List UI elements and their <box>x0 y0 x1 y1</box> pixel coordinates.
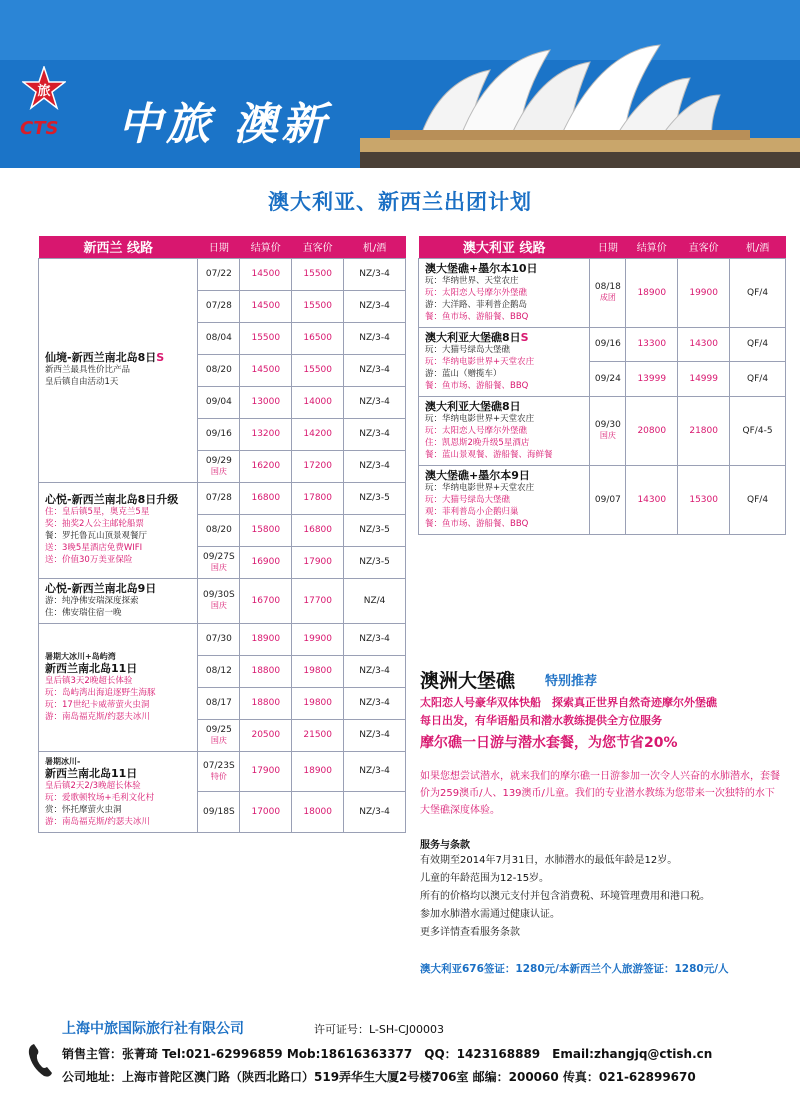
settle-price-cell: 15800 <box>240 514 292 546</box>
date-cell: 08/12 <box>198 655 240 687</box>
route-feature: 餐：鱼市场、游船餐、BBQ <box>425 311 529 322</box>
retail-price-cell: 21500 <box>292 719 344 751</box>
au-route-table <box>418 236 786 535</box>
retail-price-cell: 17800 <box>292 482 344 514</box>
route-name: 新西兰南北岛11日 <box>45 766 138 780</box>
flight-hotel-cell: QF/4 <box>730 258 786 327</box>
date-cell: 07/22 <box>198 258 240 290</box>
opera-house-image <box>360 40 800 168</box>
date-cell: 09/18S <box>198 792 240 833</box>
route-feature: 餐：鱼市场、游船餐、BBQ <box>425 518 529 529</box>
route-feature: 住：凯恩斯2晚升级5星酒店 <box>425 437 530 448</box>
retail-price-cell: 17700 <box>292 578 344 623</box>
route-feature: 住：佛安瑞住宿一晚 <box>45 607 122 618</box>
route-cell <box>39 751 198 832</box>
settle-price-cell: 16700 <box>240 578 292 623</box>
settle-price-cell: 18800 <box>240 655 292 687</box>
route-feature: 玩：大猫号绿岛大堡礁 <box>425 344 511 355</box>
retail-price-cell: 16500 <box>292 322 344 354</box>
date-cell: 07/28 <box>198 290 240 322</box>
retail-price-cell: 19800 <box>292 655 344 687</box>
terms-item: 有效期至2014年7月31日，水肺潜水的最低年龄是12岁。 <box>420 855 678 866</box>
table-row <box>419 258 786 327</box>
settle-price-cell: 16200 <box>240 450 292 482</box>
route-feature: 游：南岛福克斯/约瑟夫冰川 <box>45 816 150 827</box>
flight-hotel-cell: NZ/3-4 <box>344 450 406 482</box>
settle-price-cell: 18900 <box>240 623 292 655</box>
terms-item: 参加水肺潜水需通过健康认证。 <box>420 909 560 920</box>
date-cell: 07/23S 特价 <box>198 751 240 792</box>
table-row <box>39 482 406 514</box>
date-cell: 09/30S 国庆 <box>198 578 240 623</box>
retail-price-cell: 19900 <box>292 623 344 655</box>
route-feature: 玩：华纳电影世界+天堂农庄 <box>425 413 535 424</box>
route-name: 心悦-新西兰南北岛8日升级 <box>45 493 179 506</box>
au-header-settle: 结算价 <box>626 236 678 258</box>
date-note: 成团 <box>599 293 616 302</box>
route-cell <box>419 465 590 534</box>
cts-star-icon <box>22 66 66 110</box>
reef-line-2: 每日出发，有华语船员和潜水教练提供全方位服务 <box>420 714 662 727</box>
retail-price-cell: 15500 <box>292 290 344 322</box>
route-feature: 玩：太阳恋人号摩尔外堡礁 <box>425 287 528 298</box>
retail-price-cell: 15300 <box>678 465 730 534</box>
date-cell: 09/25 国庆 <box>198 719 240 751</box>
route-name: 澳大堡礁+墨尔本9日 <box>425 468 530 482</box>
special-badge: S <box>156 351 165 364</box>
retail-price-cell: 14300 <box>678 327 730 362</box>
flight-hotel-cell: NZ/3-5 <box>344 546 406 578</box>
flight-hotel-cell: QF/4 <box>730 362 786 397</box>
table-row <box>39 578 406 623</box>
special-badge: S <box>520 330 529 344</box>
route-feature: 皇后镇3天2晚超长体验 <box>45 676 133 686</box>
date-note: 特价 <box>210 771 227 781</box>
route-feature: 游：纯净佛安瑞深度探索 <box>45 595 139 606</box>
header-banner <box>0 0 800 168</box>
route-feature: 游：南岛福克斯/约瑟夫冰川 <box>45 712 150 722</box>
route-name: 澳大利亚大堡礁8日 <box>425 399 521 413</box>
address-line: 公司地址：上海市普陀区澳门路（陕西北路口）519弄华生大厦2号楼706室 邮编：200060 传真：021-62899670 <box>62 1070 696 1084</box>
date-note: 国庆 <box>210 601 227 610</box>
settle-price-cell: 18800 <box>240 687 292 719</box>
date-cell: 09/29 国庆 <box>198 450 240 482</box>
flight-hotel-cell: NZ/3-4 <box>344 418 406 450</box>
date-cell: 07/28 <box>198 482 240 514</box>
flight-hotel-cell: NZ/3-4 <box>344 655 406 687</box>
date-cell: 08/04 <box>198 322 240 354</box>
au-header-flight: 机/酒 <box>730 236 786 258</box>
settle-price-cell: 13200 <box>240 418 292 450</box>
route-feature: 赏：怀托摩萤火虫洞 <box>45 804 122 815</box>
route-feature: 观：菲利普岛小企鹅归巢 <box>425 506 519 517</box>
reef-line-3: 摩尔礁一日游与潜水套餐，为您节省20% <box>420 735 678 751</box>
flight-hotel-cell: NZ/3-4 <box>344 290 406 322</box>
table-row <box>419 396 786 465</box>
flight-hotel-cell: QF/4 <box>730 465 786 534</box>
settle-price-cell: 13300 <box>626 327 678 362</box>
route-cell <box>39 623 198 751</box>
date-note: 国庆 <box>210 735 227 745</box>
route-feature: 送：价值30万美亚保险 <box>45 555 133 565</box>
date-cell: 08/20 <box>198 514 240 546</box>
nz-header-settle: 结算价 <box>240 236 292 258</box>
route-cell <box>39 578 198 623</box>
route-feature: 游：蓝山（赠揽车） <box>425 368 502 379</box>
route-feature: 餐：鱼市场、游船餐、BBQ <box>425 380 529 391</box>
settle-price-cell: 16900 <box>240 546 292 578</box>
retail-price-cell: 19800 <box>292 687 344 719</box>
route-cell <box>419 327 590 396</box>
retail-price-cell: 15500 <box>292 354 344 386</box>
route-feature: 住：皇后镇5星，奥克兰5星 <box>45 507 150 517</box>
route-feature: 新西兰最具性价比产品 <box>45 365 131 375</box>
date-cell: 09/24 <box>590 362 626 397</box>
phone-icon <box>26 1040 54 1080</box>
route-cell <box>419 258 590 327</box>
terms-item: 所有的价格均以澳元支付并包含消费税、环境管理费用和港口税。 <box>420 891 710 902</box>
terms-title: 服务与条款 <box>420 840 470 851</box>
flight-hotel-cell: NZ/3-4 <box>344 322 406 354</box>
retail-price-cell: 21800 <box>678 396 730 465</box>
settle-price-cell: 17900 <box>240 751 292 792</box>
license-number: 许可证号：L-SH-CJ00003 <box>314 1023 445 1036</box>
retail-price-cell: 18000 <box>292 792 344 833</box>
date-cell: 09/30 国庆 <box>590 396 626 465</box>
contact-line: 销售主管：张菁琦 Tel:021-62996859 Mob:18616363377 QQ：1423168889 Email:zhangjq@ctish.cn <box>62 1047 713 1061</box>
route-feature: 玩：华纳电影世界+天堂农庄 <box>425 482 535 493</box>
route-prefix: 暑期大冰川+岛屿湾 <box>45 652 116 661</box>
flight-hotel-cell: QF/4-5 <box>730 396 786 465</box>
settle-price-cell: 20800 <box>626 396 678 465</box>
au-header-retail: 直客价 <box>678 236 730 258</box>
flight-hotel-cell: NZ/4 <box>344 578 406 623</box>
flight-hotel-cell: QF/4 <box>730 327 786 362</box>
reef-description: 如果您想尝试潜水，就来我们的摩尔礁一日游参加一次令人兴奋的水肺潜水，套餐价为259澳币/人、139澳币/儿童。我们的专业潜水教练为您带来一次独特的水下大堡礁深度体验。 <box>420 771 780 816</box>
svg-text:旅: 旅 <box>37 84 51 99</box>
date-note: 国庆 <box>599 431 616 440</box>
nz-header-route: 新西兰 线路 <box>39 236 198 258</box>
retail-price-cell: 17200 <box>292 450 344 482</box>
retail-price-cell: 18900 <box>292 751 344 792</box>
nz-header-date: 日期 <box>198 236 240 258</box>
terms-item: 更多详情查看服务条款 <box>420 927 520 938</box>
au-header-date: 日期 <box>590 236 626 258</box>
company-name: 上海中旅国际旅行社有限公司 <box>62 1021 244 1037</box>
route-feature: 皇后镇2天2/3晚超长体验 <box>45 780 141 791</box>
flight-hotel-cell: NZ/3-4 <box>344 687 406 719</box>
reef-tag: 特别推荐 <box>545 674 598 689</box>
retail-price-cell: 14999 <box>678 362 730 397</box>
route-feature: 玩：爱歌顿牧场+毛利文化村 <box>45 792 155 803</box>
route-name: 心悦-新西兰南北岛9日 <box>45 581 157 595</box>
settle-price-cell: 16800 <box>240 482 292 514</box>
settle-price-cell: 14500 <box>240 258 292 290</box>
page-title: 澳大利亚、新西兰出团计划 <box>268 190 532 214</box>
flight-hotel-cell: NZ/3-4 <box>344 792 406 833</box>
settle-price-cell: 18900 <box>626 258 678 327</box>
nz-header-retail: 直客价 <box>292 236 344 258</box>
retail-price-cell: 17900 <box>292 546 344 578</box>
route-feature: 皇后镇自由活动1天 <box>45 377 119 387</box>
settle-price-cell: 15500 <box>240 322 292 354</box>
table-row <box>39 258 406 290</box>
date-cell: 08/18 成团 <box>590 258 626 327</box>
date-cell: 09/27S 国庆 <box>198 546 240 578</box>
logo-text: CTS <box>20 118 59 139</box>
terms-list <box>420 852 790 942</box>
route-prefix: 暑期冰川- <box>45 756 81 766</box>
route-cell <box>39 482 198 578</box>
nz-route-table <box>38 236 406 833</box>
date-cell: 08/20 <box>198 354 240 386</box>
route-feature: 玩：岛屿湾出海追逐野生海豚 <box>45 688 156 698</box>
date-cell: 07/30 <box>198 623 240 655</box>
route-feature: 餐：蓝山景观餐、游船餐、海鲜餐 <box>425 449 553 460</box>
settle-price-cell: 14300 <box>626 465 678 534</box>
flight-hotel-cell: NZ/3-4 <box>344 354 406 386</box>
date-cell: 09/04 <box>198 386 240 418</box>
settle-price-cell: 14500 <box>240 354 292 386</box>
route-feature: 玩：17世纪卡威蒂萤火虫洞 <box>45 700 150 710</box>
route-feature: 餐：罗托鲁瓦山顶景观餐厅 <box>45 531 148 541</box>
settle-price-cell: 17000 <box>240 792 292 833</box>
date-cell: 08/17 <box>198 687 240 719</box>
reef-title: 澳洲大堡礁 <box>420 670 516 692</box>
flight-hotel-cell: NZ/3-4 <box>344 623 406 655</box>
nz-header-flight: 机/酒 <box>344 236 406 258</box>
flight-hotel-cell: NZ/3-4 <box>344 258 406 290</box>
flight-hotel-cell: NZ/3-4 <box>344 386 406 418</box>
settle-price-cell: 14500 <box>240 290 292 322</box>
retail-price-cell: 14200 <box>292 418 344 450</box>
route-feature: 玩：华纳电影世界+天堂农庄 <box>425 356 535 367</box>
route-feature: 奖：抽奖2人公主邮轮船票 <box>45 519 144 529</box>
retail-price-cell: 16800 <box>292 514 344 546</box>
flight-hotel-cell: NZ/3-5 <box>344 482 406 514</box>
route-feature: 玩：大猫号绿岛大堡礁 <box>425 494 511 505</box>
settle-price-cell: 13999 <box>626 362 678 397</box>
date-cell: 09/16 <box>590 327 626 362</box>
route-feature: 游：大洋路、菲利普企鹅岛 <box>425 299 528 310</box>
date-note: 国庆 <box>210 562 227 572</box>
route-name: 新西兰南北岛11日 <box>45 662 138 675</box>
terms-item: 儿童的年龄范围为12-15岁。 <box>420 873 550 884</box>
date-cell: 09/16 <box>198 418 240 450</box>
route-feature: 玩：华纳世界、天堂农庄 <box>425 275 519 286</box>
flight-hotel-cell: NZ/3-4 <box>344 751 406 792</box>
retail-price-cell: 19900 <box>678 258 730 327</box>
flight-hotel-cell: NZ/3-4 <box>344 719 406 751</box>
reef-line-1: 太阳恋人号豪华双体快船 探索真正世界自然奇迹摩尔外堡礁 <box>420 696 717 709</box>
table-row <box>419 465 786 534</box>
retail-price-cell: 15500 <box>292 258 344 290</box>
route-name: 仙境-新西兰南北岛8日S <box>45 351 165 364</box>
date-note: 国庆 <box>210 466 227 476</box>
flight-hotel-cell: NZ/3-5 <box>344 514 406 546</box>
route-feature: 玩：太阳恋人号摩尔外堡礁 <box>425 425 528 436</box>
date-cell: 09/07 <box>590 465 626 534</box>
route-name: 澳大堡礁+墨尔本10日 <box>425 261 538 275</box>
route-cell <box>39 258 198 482</box>
table-row <box>419 327 786 362</box>
table-row <box>39 623 406 655</box>
retail-price-cell: 14000 <box>292 386 344 418</box>
route-cell <box>419 396 590 465</box>
brand-title: 中旅 澳新 <box>118 99 330 150</box>
au-header-route: 澳大利亚 线路 <box>419 236 590 258</box>
route-name: 澳大利亚大堡礁8日S <box>425 330 529 344</box>
visa-info: 澳大利亚676签证：1280元/本新西兰个人旅游签证：1280元/人 <box>420 963 729 975</box>
table-row <box>39 751 406 792</box>
route-feature: 送：3晚5星酒店免费WIFI <box>45 543 143 553</box>
settle-price-cell: 13000 <box>240 386 292 418</box>
settle-price-cell: 20500 <box>240 719 292 751</box>
